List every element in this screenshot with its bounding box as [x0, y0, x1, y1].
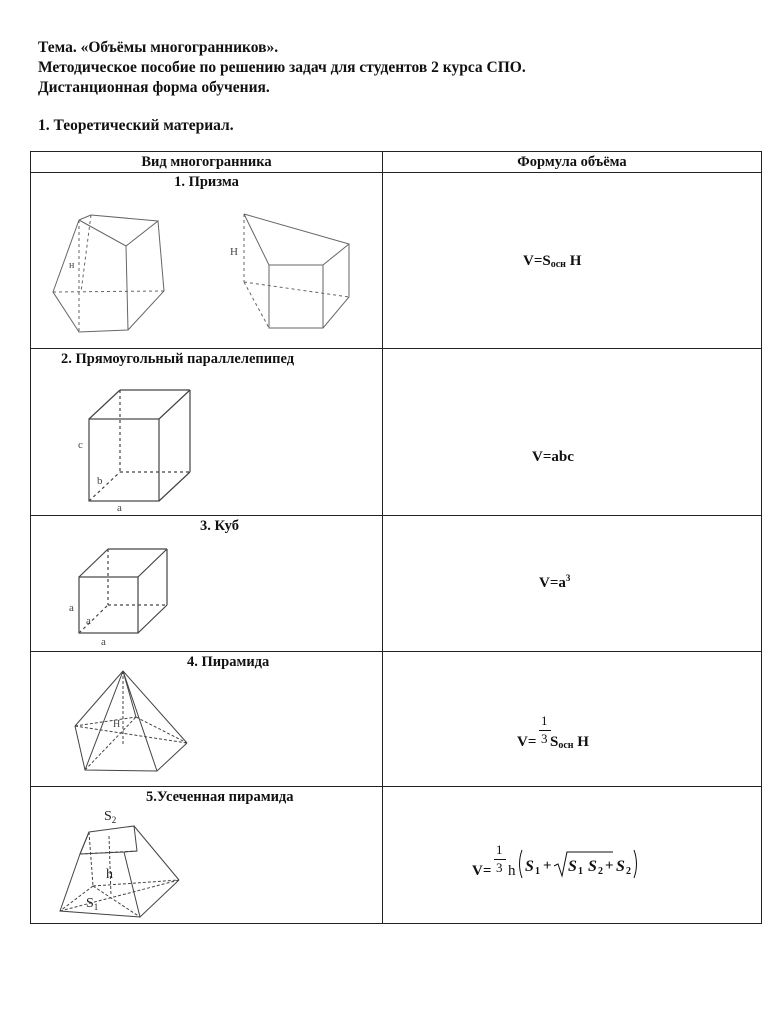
pyramid-height-label: H — [113, 719, 121, 730]
row-title-cube: 3. Куб — [200, 518, 239, 534]
prism-figures — [31, 152, 382, 348]
row-title-prism: 1. Призма — [174, 174, 239, 190]
column-header-formula: Формула объёма — [517, 154, 627, 170]
svg-text:+: + — [605, 858, 614, 874]
svg-text:S: S — [616, 858, 625, 875]
study-form: Дистанционная форма обучения. — [38, 79, 270, 96]
cube-figure — [31, 515, 382, 651]
svg-text:S: S — [588, 858, 597, 875]
edge-b-label: b — [97, 475, 103, 487]
top-base-label: $S_2$ — [104, 809, 117, 825]
svg-text:S: S — [525, 858, 534, 875]
row-title-frustum: 5.Усеченная пирамида — [146, 789, 294, 805]
row-title-pyramid: 4. Пирамида — [187, 654, 270, 670]
subtitle: Методическое пособие по решению задач для студентов 2 курса СПО. — [38, 59, 526, 76]
cube-edge-label-base: a — [101, 636, 106, 648]
frustum-formula-body — [516, 842, 676, 886]
document-header — [38, 38, 738, 98]
column-divider — [382, 152, 383, 923]
topic-title: Тема. «Объёмы многогранников». — [38, 39, 279, 56]
formula-parallelepiped: V=abc — [532, 449, 574, 465]
section-title: 1. Теоретический материал. — [38, 117, 234, 134]
cube-edge-label-depth: a — [86, 615, 91, 627]
prism-H-label: Н — [230, 246, 238, 258]
svg-text:2: 2 — [626, 866, 631, 877]
frustum-height-label: h — [106, 867, 113, 882]
column-header-polyhedron: Вид многогранника — [141, 154, 272, 170]
svg-text:S: S — [568, 858, 577, 875]
parallelepiped-figure — [31, 348, 382, 515]
formula-cube: $V=a^3$ — [539, 573, 571, 591]
formula-frustum: V= 1 3 h S 1 + S 1 S 2 + S 2 — [472, 842, 672, 886]
svg-text:1: 1 — [535, 866, 540, 877]
pyramid-figure — [31, 651, 382, 786]
edge-a-label: a — [117, 502, 122, 514]
formula-prism: $V=S_{осн}$ H — [523, 253, 582, 270]
row-title-parallelepiped: 2. Прямоугольный параллелепипед — [61, 351, 295, 367]
prism-height-label: н — [69, 260, 75, 271]
bottom-base-label: $S_1$ — [86, 896, 99, 912]
cube-edge-label-vertical: a — [69, 602, 74, 614]
frustum-figure — [31, 786, 382, 925]
svg-text:2: 2 — [598, 866, 603, 877]
svg-text:+: + — [543, 858, 552, 874]
volumes-table: Вид многогранника Формула объёма 1. Призма н Н $V=S_{осн}$ H 2. Прямоугольный параллелепипед c b a V=abc 3. Куб a a a $V=a^3$ 4. Пирамида H V= 1 3 $S_{осн}$ H 5.Усеченная пирамида $S_2$ h $S_1$ V= 1 3 h S 1 + S 1 S 2 + S 2 — [30, 151, 762, 924]
svg-text:1: 1 — [578, 866, 583, 877]
edge-c-label: c — [78, 439, 83, 451]
